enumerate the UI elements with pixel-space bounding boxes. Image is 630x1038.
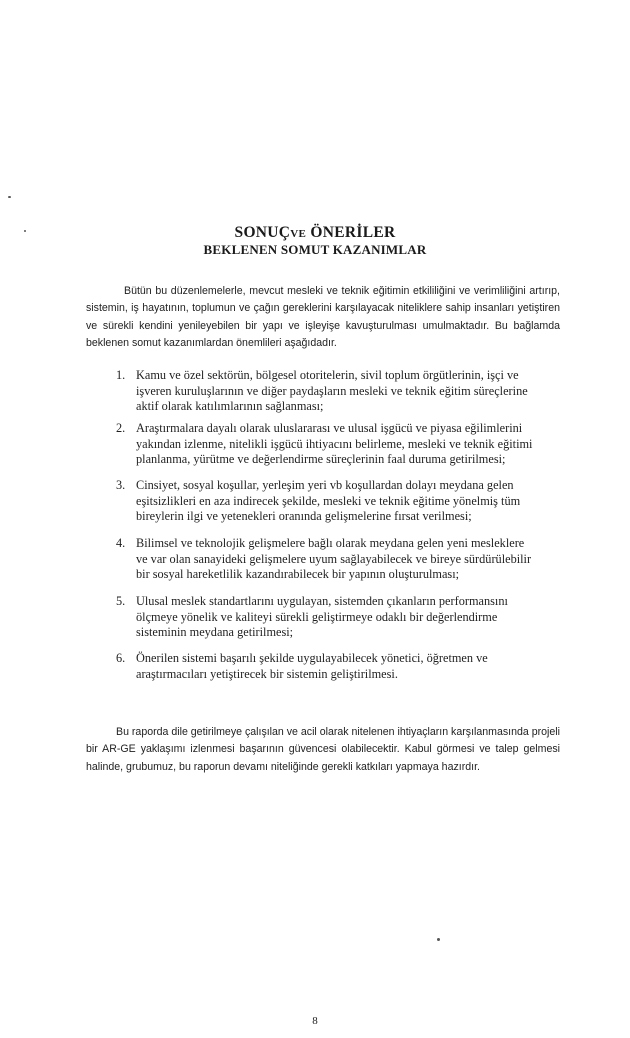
closing-paragraph: Bu raporda dile getirilmeye çalışılan ve acil olarak nitelenen ihtiyaçların karşılanmasında projeli bir AR-GE yaklaşımı izlenmesi başarının güvencesi olabilecektir. Kabul görmesi ve talep gelmesi halinde, grubumuz, bu raporun devamı niteliğinde gerekli katkıları yapmaya hazırdır. [86, 725, 560, 773]
list-item: 1. Kamu ve özel sektörün, bölgesel otoritelerin, sivil toplum örgütlerinin, işçi ve işveren kuruluşlarının ve diğer paydaşların mesleki ve teknik eğitim süreçlerine aktif olarak katılımlarının sağlanması; [116, 368, 528, 414]
page-subtitle: BEKLENEN SOMUT KAZANIMLAR [203, 242, 427, 257]
list-item: 4. Bilimsel ve teknolojik gelişmelere bağlı olarak meydana gelen yeni mesleklere ve var olan sanayideki gelişmelere uyum sağlayabilecek ve bireye sürdürülebilir bir sosyal hareketlilik kazandırabilecek bir yapının oluşturulması; [116, 536, 532, 582]
list-item: 3. Cinsiyet, sosyal koşullar, yerleşim yeri vb koşullardan dolayı meydana gelen eşitsizlikleri en aza indirecek şekilde, mesleki ve teknik eğitime yönelmiş tüm bireylerin ilgi ve yetenekleri oranında gelişmelerine fırsat verilmesi; [116, 478, 521, 524]
intro-paragraph: Bütün bu düzenlemelerle, mevcut mesleki ve teknik eğitimin etkililiğini ve verimliliğini artırıp, sistemin, iş hayatının, toplumun ve çağın gereklerini karşılayacak niteliklere sahip insanları yetiştiren ve sürekli kendini yenileyebilen bir yapı ve işleyişe kavuşturulması umulmaktadır. Bu bağlamda beklenen somut kazanımlardan önemlileri aşağıdadır. [86, 284, 560, 350]
scan-speck [8, 196, 11, 198]
list-item: 6. Önerilen sistemi başarılı şekilde uygulayabilecek yönetici, öğretmen ve araştırmacıları yetiştirecek bir sistemin geliştirilmesi. [116, 651, 488, 681]
page-title: SONUÇVE ÖNERİLER [234, 224, 396, 241]
list-item: 5. Ulusal meslek standartlarını uygulayan, sistemden çıkanların performansını ölçmeye yönelik ve kaliteyi sürekli geliştirmeye odaklı bir değerlendirme sisteminin meydana getirilmesi; [116, 594, 508, 640]
page-number: 8 [312, 1015, 318, 1027]
scan-speck [437, 938, 440, 941]
list-item: 2. Araştırmalara dayalı olarak uluslararası ve ulusal işgücü ve piyasa eğilimlerini yakından izlenme, nitelikli işgücü ihtiyacını belirleme, mesleki ve teknik eğitimi planlanma, yürütme ve değerlendirme süreçlerinin faal duruma getirilmesi; [116, 421, 533, 467]
